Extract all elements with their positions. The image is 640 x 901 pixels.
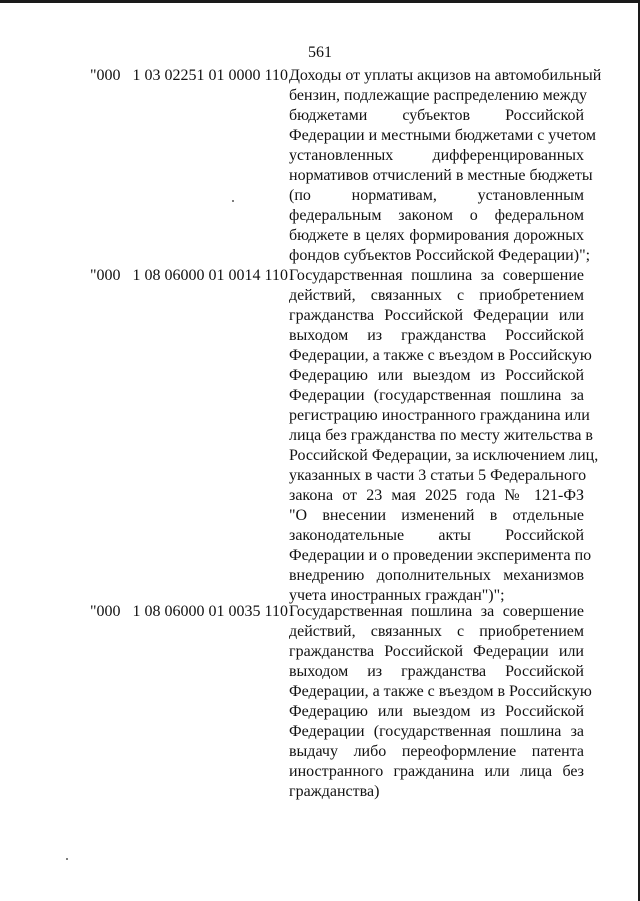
description-line: Федерацию или выездом из Российской [289,703,584,720]
page-number: 561 [308,44,332,61]
description-line: гражданства) [289,783,380,800]
description-line: Федерации и местными бюджетами с учетом [289,127,597,144]
description-line: нормативов отчислений в местные бюджеты [289,167,593,184]
scan-speck [66,858,68,860]
description-line: бюджете в целях формирования дорожных [289,227,584,244]
description-line: гражданства Российской Федерации или [289,643,584,660]
description-line: Государственная пошлина за совершение [289,603,584,620]
description-line: Доходы от уплаты акцизов на автомобильный [289,67,602,84]
entry-code: "000 1 03 02251 01 0000 110 [90,67,288,84]
description-line: Государственная пошлина за совершение [289,267,584,284]
description-line: "О внесении изменений в отдельные [289,507,584,524]
description-line: выходом из гражданства Российской [289,327,584,344]
description-line: бюджетами субъектов Российской [289,107,584,124]
description-line: действий, связанных с приобретением [289,623,584,640]
description-line: учета иностранных граждан")"; [289,587,505,604]
description-line: выходом из гражданства Российской [289,663,584,680]
description-line: регистрацию иностранного гражданина или [289,407,590,424]
entry-description [289,266,599,606]
scan-speck [232,200,234,202]
description-line: указанных в части 3 статьи 5 Федерального [289,467,587,484]
description-line: Федерации (государственная пошлина за [289,723,584,740]
description-line: бензин, подлежащие распределению между [289,87,587,104]
entry-code: "000 1 08 06000 01 0035 110 [90,603,288,620]
description-line: установленных дифференцированных [289,147,584,164]
description-line: Федерации, а также с въездом в Российскую [289,347,592,364]
scan-edge-top [0,0,640,3]
description-line: федеральным законом о федеральном [289,207,584,224]
entry-description [289,602,592,802]
description-line: внедрению дополнительных механизмов [289,567,584,584]
description-line: иностранного гражданина или лица без [289,763,584,780]
description-line: лица без гражданства по месту жительства в [289,427,593,444]
description-line: Федерации и о проведении эксперимента по [289,547,592,564]
description-line: Федерацию или выездом из Российской [289,367,584,384]
description-line: закона от 23 мая 2025 года № 121-ФЗ [289,487,584,504]
description-line: Федерации (государственная пошлина за [289,387,584,404]
description-line: законодательные акты Российской [289,527,584,544]
description-line: действий, связанных с приобретением [289,287,584,304]
description-line: гражданства Российской Федерации или [289,307,584,324]
description-line: Российской Федерации, за исключением лиц, [289,447,599,464]
description-line: (по нормативам, установленным [289,187,584,204]
description-line: выдачу либо переоформление патента [289,743,584,760]
description-line: Федерации, а также с въездом в Российскую [289,683,592,700]
entry-description [289,66,602,266]
entry-code: "000 1 08 06000 01 0014 110 [90,267,288,284]
description-line: фондов субъектов Российской Федерации)"; [289,247,591,264]
